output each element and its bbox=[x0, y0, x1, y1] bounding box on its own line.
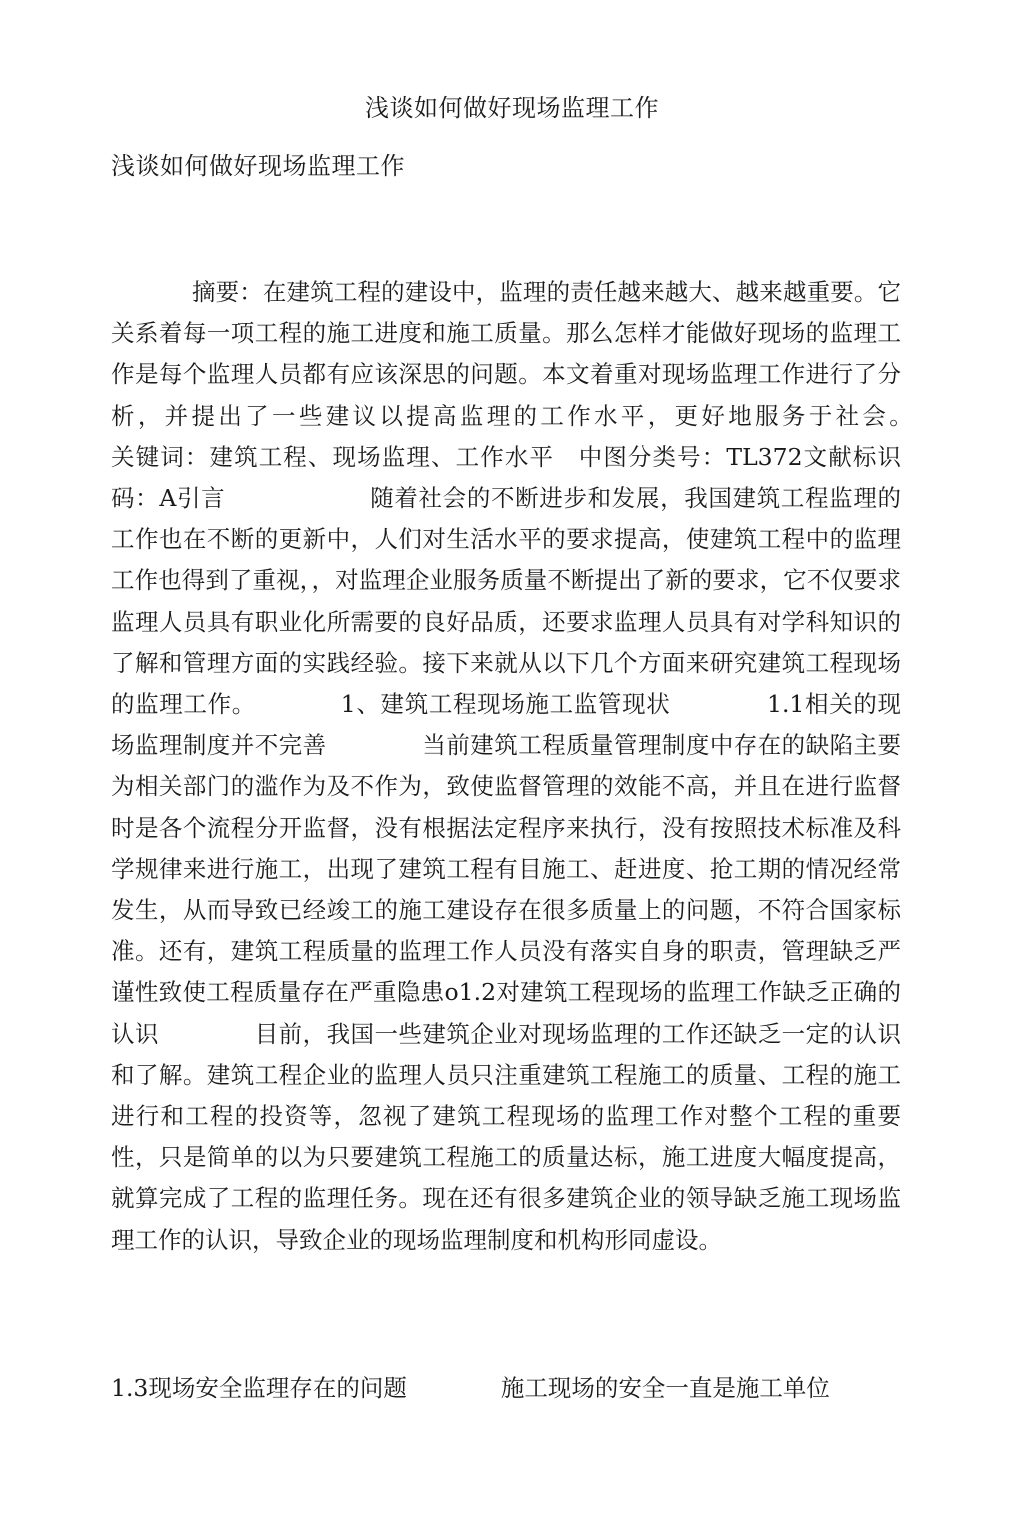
document-subtitle: 浅谈如何做好现场监理工作 bbox=[111, 152, 405, 180]
section-heading-1-3: 1.3现场安全监理存在的问题 施工现场的安全一直是施工单位 bbox=[111, 1374, 830, 1402]
document-title: 浅谈如何做好现场监理工作 bbox=[365, 94, 659, 122]
body-paragraph: 摘要：在建筑工程的建设中，监理的责任越来越大、越来越重要。它关系着每一项工程的施工进度和施工质量。那么怎样才能做好现场的监理工作是每个监理人员都有应该深思的问题。本文着重对现场监理工作进行了分析，并提出了一些建议以提高监理的工作水平，更好地服务于社会。 关键词：建筑工程、现场监理、工作水平 中图分类号：TL372文献标识码：A引言 随着社会的不断进步和发展，我国建筑工程监理的工作也在不断的更新中，人们对生活水平的要求提高，使建筑工程中的监理工作也得到了重视，，对监理企业服务质量不断提出了新的要求，它不仅要求监理人员具有职业化所需要的良好品质，还要求监理人员具有对学科知识的了解和管理方面的实践经验。接下来就从以下几个方面来研究建筑工程现场的监理工作。 1、建筑工程现场施工监管现状 1.1相关的现场监理制度并不完善 当前建筑工程质量管理制度中存在的缺陷主要为相关部门的滥作为及不作为，致使监督管理的效能不高，并且在进行监督时是各个流程分开监督，没有根据法定程序来执行，没有按照技术标准及科学规律来进行施工，出现了建筑工程有目施工、赶进度、抢工期的情况经常发生，从而导致已经竣工的施工建设存在很多质量上的问题，不符合国家标准。还有，建筑工程质量的监理工作人员没有落实自身的职责，管理缺乏严谨性致使工程质量存在严重隐患o1.2对建筑工程现场的监理工作缺乏正确的认识 目前，我国一些建筑企业对现场监理的工作还缺乏一定的认识和了解。建筑工程企业的监理人员只注重建筑工程施工的质量、工程的施工进行和工程的投资等，忽视了建筑工程现场的监理工作对整个工程的重要性，只是简单的以为只要建筑工程施工的质量达标，施工进度大幅度提高，就算完成了工程的监理任务。现在还有很多建筑企业的领导缺乏施工现场监理工作的认识，导致企业的现场监理制度和机构形同虚设。 bbox=[111, 278, 995, 1254]
